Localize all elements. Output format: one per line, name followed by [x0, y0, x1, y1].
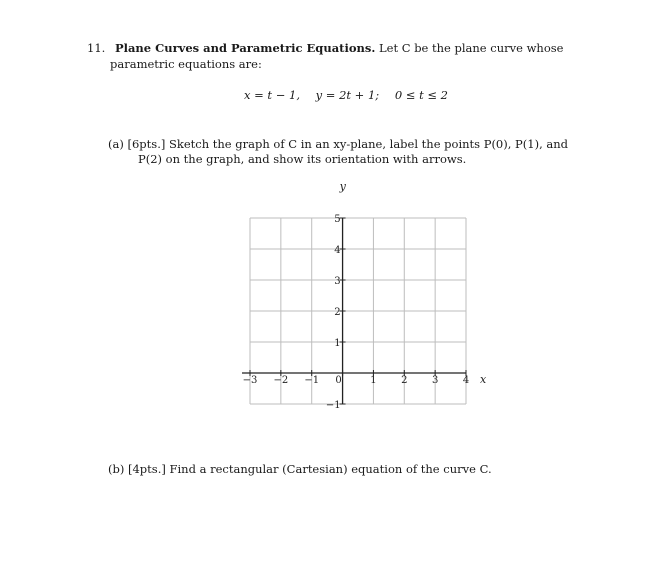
x-tick-label: 0 [335, 375, 342, 386]
part-a-line1: Sketch the graph of C in an xy-plane, label the points P(0), P(1), and [169, 137, 569, 151]
y-axis-label: y [339, 180, 346, 193]
y-tick-label: 2 [334, 307, 341, 318]
x-tick-label: 3 [431, 375, 439, 386]
x-tick-label: 4 [462, 375, 470, 386]
x-tick-label: −2 [273, 375, 289, 386]
part-a-label: (a) [108, 137, 124, 151]
problem-intro-continued: parametric equations are: [110, 57, 262, 71]
y-tick-label: −1 [325, 400, 341, 411]
part-b-text: Find a rectangular (Cartesian) equation of the curve C. [169, 462, 492, 476]
problem-number: 11. [87, 41, 106, 55]
x-tick-label: −3 [242, 375, 258, 386]
y-tick-label: 5 [334, 214, 341, 225]
x-tick-label: −1 [304, 375, 320, 386]
part-a-line2: P(2) on the graph, and show its orientation with arrows. [138, 152, 467, 166]
part-b-prompt [108, 462, 588, 476]
x-tick-label: 2 [401, 375, 408, 386]
problem-intro: Let C be the plane curve whose [379, 41, 564, 55]
y-tick-label: 3 [334, 276, 341, 287]
part-b-points: [4pts.] [128, 462, 166, 476]
t-range: 0 ≤ t ≤ 2 [394, 88, 448, 102]
part-a-points: [6pts.] [127, 137, 166, 151]
x-tick-label: 1 [370, 375, 377, 386]
y-equation: y = 2t + 1; [315, 88, 380, 102]
part-b-label: (b) [108, 462, 125, 476]
problem-title: Plane Curves and Parametric Equations. [114, 41, 376, 55]
y-tick-label: 1 [334, 338, 341, 349]
x-axis-label: x [480, 373, 487, 386]
x-equation: x = t − 1, [244, 88, 300, 102]
y-tick-label: 4 [334, 245, 341, 256]
